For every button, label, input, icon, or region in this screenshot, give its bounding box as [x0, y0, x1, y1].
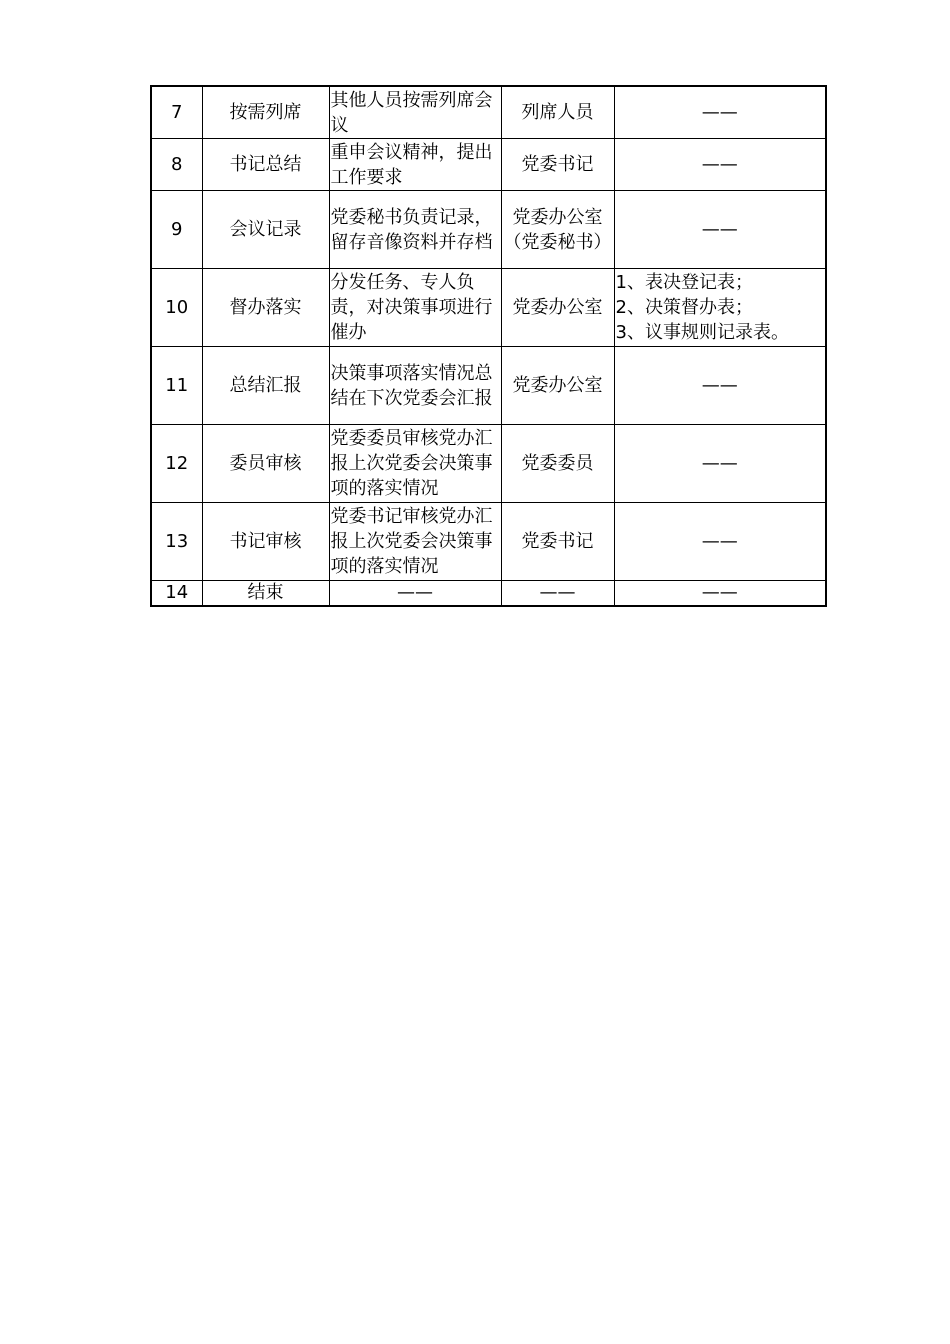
responsible-party: 列席人员 — [501, 86, 614, 139]
row-number: 13 — [151, 503, 202, 581]
responsible-party: 党委委员 — [501, 425, 614, 503]
step-content: 党委书记审核党办汇报上次党委会决策事项的落实情况 — [329, 503, 501, 581]
step-content: —— — [329, 581, 501, 607]
process-table — [150, 85, 827, 607]
responsible-party: 党委办公室（党委秘书） — [501, 191, 614, 269]
step-name: 结束 — [202, 581, 329, 607]
step-name: 会议记录 — [202, 191, 329, 269]
output-document: —— — [614, 191, 826, 269]
responsible-party: 党委办公室 — [501, 347, 614, 425]
step-name: 按需列席 — [202, 86, 329, 139]
responsible-party: 党委办公室 — [501, 269, 614, 347]
step-content: 其他人员按需列席会议 — [329, 86, 501, 139]
step-name: 书记总结 — [202, 139, 329, 191]
table-row — [151, 139, 826, 191]
step-content: 重申会议精神，提出工作要求 — [329, 139, 501, 191]
output-document: —— — [614, 581, 826, 607]
output-document: —— — [614, 503, 826, 581]
row-number: 14 — [151, 581, 202, 607]
step-content: 决策事项落实情况总结在下次党委会汇报 — [329, 347, 501, 425]
output-document: —— — [614, 347, 826, 425]
row-number: 11 — [151, 347, 202, 425]
output-document: —— — [614, 425, 826, 503]
row-number: 8 — [151, 139, 202, 191]
step-name: 书记审核 — [202, 503, 329, 581]
step-content: 党委委员审核党办汇报上次党委会决策事项的落实情况 — [329, 425, 501, 503]
table-row — [151, 503, 826, 581]
step-content: 分发任务、专人负责，对决策事项进行催办 — [329, 269, 501, 347]
responsible-party: 党委书记 — [501, 503, 614, 581]
table-row — [151, 86, 826, 139]
step-name: 委员审核 — [202, 425, 329, 503]
output-document: —— — [614, 86, 826, 139]
step-name: 督办落实 — [202, 269, 329, 347]
table-row — [151, 425, 826, 503]
step-content: 党委秘书负责记录，留存音像资料并存档 — [329, 191, 501, 269]
output-item: 2、决策督办表； — [615, 297, 753, 318]
table-row — [151, 191, 826, 269]
step-name: 总结汇报 — [202, 347, 329, 425]
row-number: 12 — [151, 425, 202, 503]
output-document: —— — [614, 139, 826, 191]
row-number: 7 — [151, 86, 202, 139]
table-row — [151, 347, 826, 425]
row-number: 9 — [151, 191, 202, 269]
output-document-list — [614, 269, 826, 347]
table-row — [151, 581, 826, 607]
table-row — [151, 269, 826, 347]
output-item: 1、表决登记表； — [615, 272, 753, 293]
responsible-party: 党委书记 — [501, 139, 614, 191]
row-number: 10 — [151, 269, 202, 347]
output-item: 3、议事规则记录表。 — [615, 322, 789, 343]
responsible-party: —— — [501, 581, 614, 607]
